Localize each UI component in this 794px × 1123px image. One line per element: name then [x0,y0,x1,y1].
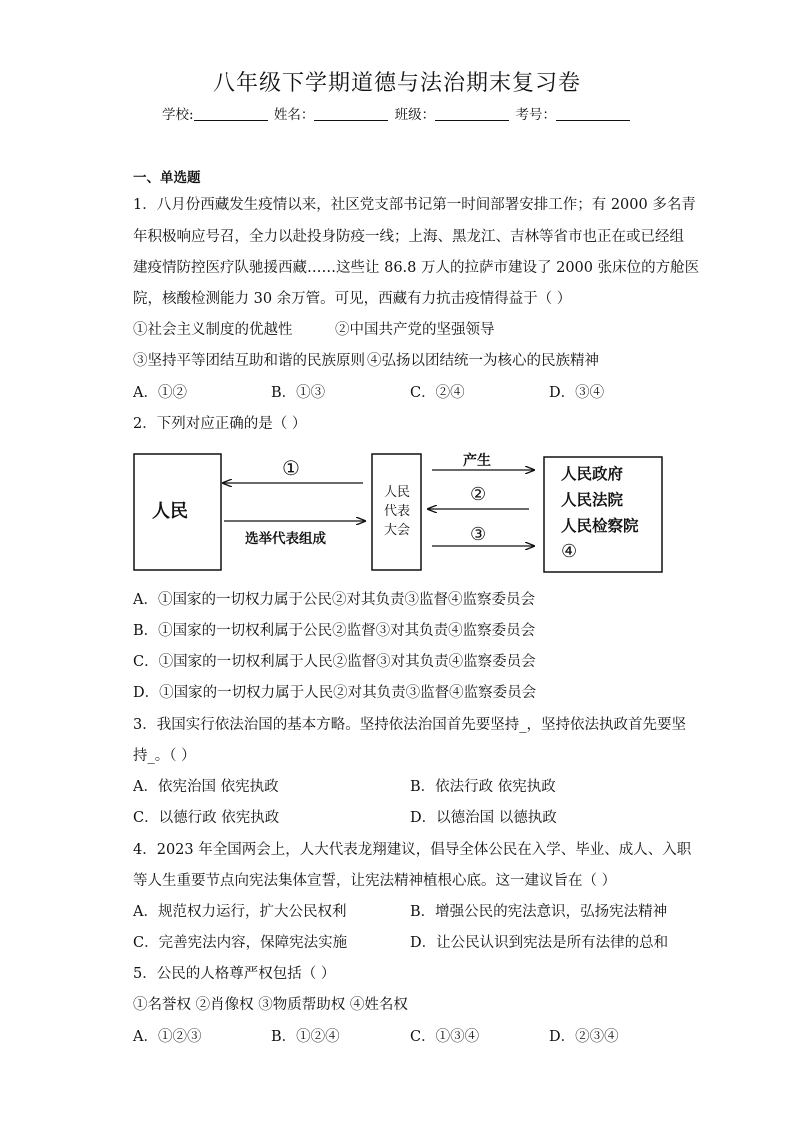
q1-option-a[interactable]: A．①② [133,385,187,401]
q4-stem-line: 4．2023 年全国两会上，人大代表龙翔建议，倡导全体公民在入学、毕业、成人、入职 [133,842,692,858]
state-organs-diagram [133,450,665,575]
mark-1: ① [282,456,300,480]
q5-items: ①名誉权 ②肖像权 ③物质帮助权 ④姓名权 [133,997,408,1013]
q5-option-a[interactable]: A．①②③ [133,1029,202,1045]
exam-no-blank[interactable] [556,107,630,121]
q4-option-d[interactable]: D．让公民认识到宪法是所有法律的总和 [410,935,669,951]
q2-option-b[interactable]: B．①国家的一切权利属于公民②监督③对其负责④监察委员会 [133,623,536,639]
produce-label: 产生 [463,453,491,469]
q5-option-d[interactable]: D．②③④ [549,1029,619,1045]
school-blank[interactable] [194,107,268,121]
q5-option-b[interactable]: B．①②④ [271,1029,340,1045]
mark-3: ③ [470,524,487,545]
congress-label: 人民 代表 大会 [384,485,411,538]
q4-option-c[interactable]: C．完善宪法内容，保障宪法实施 [133,935,348,951]
exam-title: 八年级下学期道德与法治期末复习卷 [212,71,581,96]
elect-label: 选举代表组成 [245,531,326,547]
class-blank[interactable] [435,107,509,121]
q4-option-a[interactable]: A．规范权力运行，扩大公民权利 [133,904,347,920]
q5-option-c[interactable]: C．①③④ [410,1029,480,1045]
name-label: 姓名： [273,107,315,123]
q1-item: ①社会主义制度的优越性 [133,322,293,338]
q1-stem-line: 建疫情防控医疗队驰援西藏……这些让 86.8 万人的拉萨市建设了 2000 张床位的方舱医 [133,260,700,276]
name-blank[interactable] [314,107,388,121]
q4-stem-line: 等人生重要节点向宪法集体宣誓，让宪法精神植根心底。这一建议旨在（ ） [133,873,617,889]
q2-option-a[interactable]: A．①国家的一切权力属于公民②对其负责③监督④监察委员会 [133,592,535,608]
q1-stem-line: 1．八月份西藏发生疫情以来，社区党支部书记第一时间部署安排工作；有 2000 多名青 [133,197,696,213]
q1-stem-line: 年积极响应号召，全力以赴投身防疫一线；上海、黑龙江、吉林等省市也正在或已经组 [133,229,684,245]
q2-option-d[interactable]: D．①国家的一切权力属于人民②对其负责③监督④监察委员会 [133,685,537,701]
section-title: 一、单选题 [133,170,201,186]
q3-option-c[interactable]: C．以德行政 依宪执政 [133,810,280,826]
state-organs-list: 人民政府 人民法院 人民检察院 ④ [561,465,639,562]
q4-option-b[interactable]: B．增强公民的宪法意识，弘扬宪法精神 [410,904,668,920]
q1-option-b[interactable]: B．①③ [271,385,326,401]
q1-option-c[interactable]: C．②④ [410,385,465,401]
q3-option-d[interactable]: D．以德治国 以德执政 [410,810,557,826]
class-label: 班级： [394,107,436,123]
q2-option-c[interactable]: C．①国家的一切权利属于人民②监督③对其负责④监察委员会 [133,654,536,670]
student-info-line [0,103,794,123]
q2-stem: 2．下列对应正确的是（ ） [133,416,307,432]
q5-stem: 5．公民的人格尊严权包括（ ） [133,966,336,982]
q1-item: ④弘扬以团结统一为核心的民族精神 [367,353,599,369]
q3-option-a[interactable]: A．依宪治国 依宪执政 [133,779,279,795]
people-label: 人民 [152,501,188,522]
q1-stem-line: 院，核酸检测能力 30 余万管。可见，西藏有力抗击疫情得益于（ ） [133,291,572,307]
q3-option-b[interactable]: B．依法行政 依宪执政 [410,779,556,795]
q3-stem-line: 持_。（ ） [133,748,196,764]
q1-option-d[interactable]: D．③④ [549,385,605,401]
school-label: 学校: [162,107,194,123]
mark-2: ② [470,484,487,505]
q1-item: ②中国共产党的坚强领导 [335,322,495,338]
exam-no-label: 考号： [515,107,556,123]
q1-item: ③坚持平等团结互助和谐的民族原则 [133,353,365,369]
q3-stem-line: 3．我国实行依法治国的基本方略。坚持依法治国首先要坚持_，坚持依法执政首先要坚 [133,717,686,733]
